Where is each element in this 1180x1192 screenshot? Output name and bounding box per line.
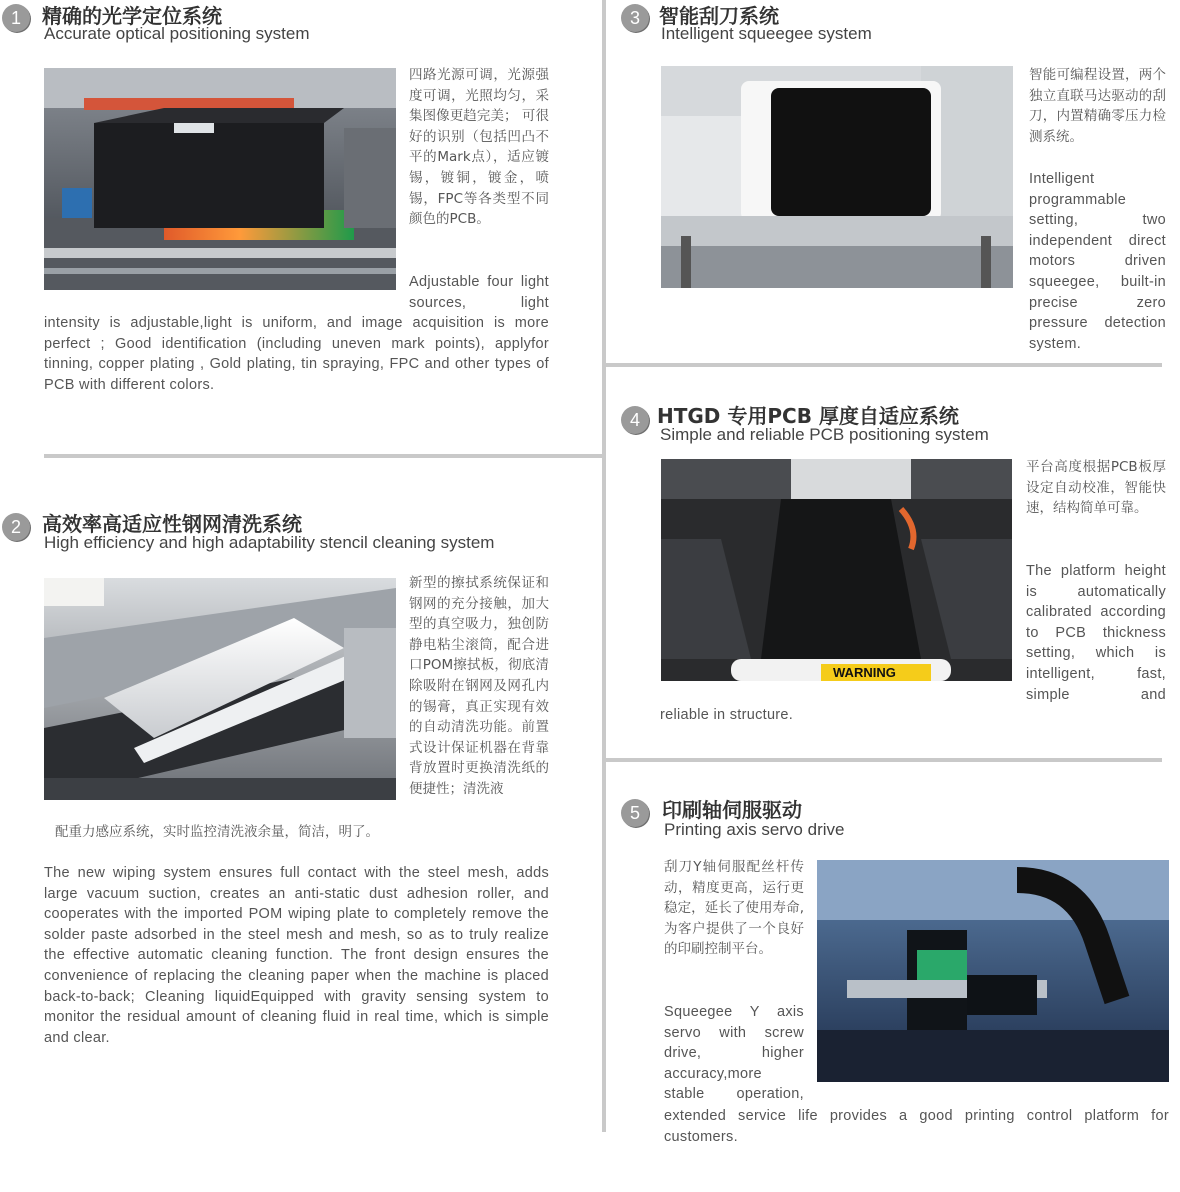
divider-right-1 xyxy=(606,363,1162,367)
squeegee-illustration xyxy=(661,66,1013,288)
description-en-side: Adjustable four light sources, light xyxy=(409,274,549,311)
section-title-en: Simple and reliable PCB positioning system xyxy=(660,425,989,444)
stencil-cleaning-photo xyxy=(44,578,396,800)
optical-camera-photo xyxy=(44,68,396,290)
description-en: The new wiping system ensures full contact with the steel mesh, adds large vacuum suction, creates an anti-static dust adhesion roller, and cooperates with the imported POM wiping plate to completely remove the solder paste adsorbed in the steel mesh and mesh, so as to truly realize the effective automatic cleaning function. The front design ensures the convenience of replacing the cleaning paper when the machine is placed back-to-back; Cleaning liquidEquipped with gravity sensing system to monitor the residual amount of cleaning fluid in real time, which is simple and clear. xyxy=(44,865,549,1046)
description-en: Intelligent programmable setting, two independent direct motors driven squeegee, built-in precise zero pressure detection system. xyxy=(1029,171,1166,352)
servo-drive-illustration xyxy=(817,860,1169,1082)
description-zh: 四路光源可调，光源强度可调，光照均匀，采集图像更趋完美； 可很好的识别（包括凹凸不平的Mark点），适应镀锡，镀铜，镀金，喷锡，FPC等各类型不同颜色的PCB。 xyxy=(409,67,549,228)
section-number-badge: 5 xyxy=(621,799,649,827)
divider-left xyxy=(44,454,602,458)
section-title-zh: 印刷轴伺服驱动 xyxy=(662,798,802,822)
pcb-platform-photo xyxy=(661,459,1012,681)
section-number-badge: 3 xyxy=(621,4,649,32)
servo-drive-photo xyxy=(817,860,1169,1082)
section-title-en: High efficiency and high adaptability stencil cleaning system xyxy=(44,533,495,552)
description-en-side: The platform height is automatically calibrated according to PCB thickness setting, which is intelligent, fast, simple and xyxy=(1026,563,1166,703)
optical-camera-illustration xyxy=(44,68,396,290)
description-en-tail: extended service life provides a good printing control platform for customers. xyxy=(664,1108,1169,1145)
squeegee-photo xyxy=(661,66,1013,288)
section-title-zh: 精确的光学定位系统 xyxy=(42,4,222,28)
vertical-divider xyxy=(602,0,606,1132)
section-number-badge: 2 xyxy=(2,513,30,541)
description-zh: 智能可编程设置，两个独立直联马达驱动的刮刀，内置精确零压力检测系统。 xyxy=(1029,67,1166,145)
section-title-en: Intelligent squeegee system xyxy=(661,24,872,43)
section-title-zh: 智能刮刀系统 xyxy=(659,4,779,28)
description-zh-tail: 配重力感应系统，实时监控清洗液余量，简洁，明了。 xyxy=(55,824,379,840)
description-zh: 刮刀Y轴伺服配丝杆传动，精度更高，运行更稳定，延长了使用寿命,为客户提供了一个良好的印刷控制平台。 xyxy=(664,859,804,958)
section-title-en: Printing axis servo drive xyxy=(664,820,845,839)
section-title-zh: 高效率高适应性钢网清洗系统 xyxy=(42,512,302,536)
section-title-zh: HTGD 专用PCB 厚度自适应系统 xyxy=(657,404,959,428)
description-en: intensity is adjustable,light is uniform, and image acquisition is more perfect ; Good identification (including uneven mark points), applyfor tinning, copper plating , Gold plating, tin spraying, FPC and other types of PCB with different colors. xyxy=(44,315,549,393)
section-number-badge: 1 xyxy=(2,4,30,32)
section-number-badge: 4 xyxy=(621,406,649,434)
description-en-side: Squeegee Y axis servo with screw drive, higher accuracy,more stable operation, xyxy=(664,1004,804,1103)
stencil-cleaning-illustration xyxy=(44,578,396,800)
description-zh: 平台高度根据PCB板厚设定自动校准，智能快速，结构简单可靠。 xyxy=(1026,459,1166,517)
pcb-platform-illustration xyxy=(661,459,1012,681)
section-title-en: Accurate optical positioning system xyxy=(44,24,310,43)
warning-label: WARNING xyxy=(833,665,896,680)
description-en-tail: reliable in structure. xyxy=(660,707,794,723)
description-zh: 新型的擦拭系统保证和钢网的充分接触，加大型的真空吸力，独创防静电粘尘滚筒，配合进口POM擦拭板，彻底清除吸附在钢网及网孔内的锡膏，真正实现有效的自动清洗功能。前置式设计保证机器在背靠背放置时更换清洗纸的便捷性；清洗液 xyxy=(409,575,549,797)
divider-right-2 xyxy=(606,758,1162,762)
